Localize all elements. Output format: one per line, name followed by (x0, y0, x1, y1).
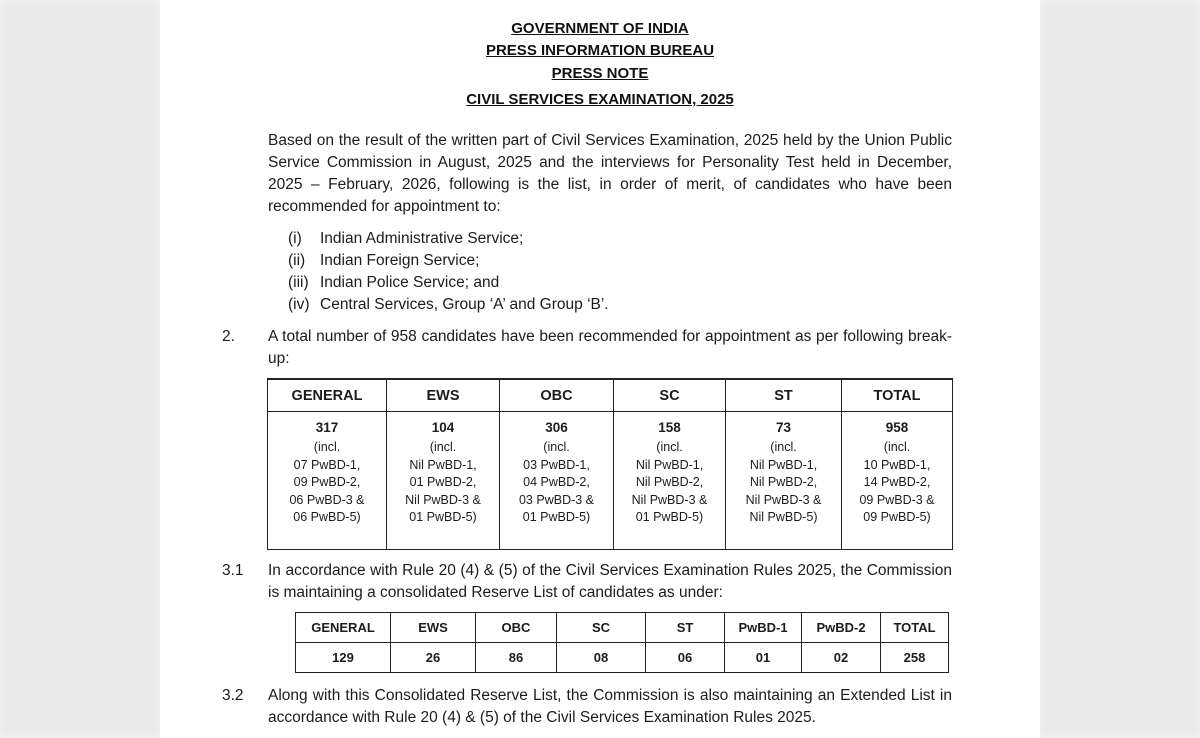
table-cell (268, 412, 387, 550)
service-item (288, 228, 523, 250)
section3-1-paragraph: In accordance with Rule 20 (4) & (5) of the Civil Services Examination Rules 2025, the Commission is maintaining a consolidated Reserve List of candidates as under: (268, 562, 952, 601)
table-cell: 86 (476, 643, 557, 673)
service-item (288, 294, 609, 316)
table-cell (500, 412, 614, 550)
table-header: PwBD-2 (802, 613, 881, 643)
service-label: Central Services, Group ‘A’ and Group ‘B’. (320, 296, 609, 313)
service-label: Indian Foreign Service; (320, 252, 480, 269)
heading-press-note: PRESS NOTE (551, 65, 649, 82)
cell-count: 73 (775, 420, 792, 435)
cell-line: 07 PwBD-1, (293, 457, 361, 472)
table-row (296, 643, 949, 673)
cell-line: Nil PwBD-5) (749, 510, 818, 524)
table-header: GENERAL (296, 613, 391, 643)
table-header: ST (726, 379, 842, 412)
intro-paragraph: Based on the result of the written part of Civil Services Examination, 2025 held by the Union Public Service Commission in August, 2025 and the interviews for Personality Test held in December, 2025 – February, 2026, following is the list, in order of merit, of candidates who have been recommended for appointment to: (268, 132, 952, 215)
table-cell (726, 412, 842, 550)
cell-line: Nil PwBD-1, (749, 457, 818, 472)
service-label: Indian Administrative Service; (320, 230, 524, 247)
cell-incl: (incl. (883, 440, 911, 454)
cell-count: 104 (431, 420, 455, 435)
service-number: (ii) (288, 252, 306, 269)
cell-line: 09 PwBD-2, (293, 475, 361, 489)
table-header: GENERAL (268, 379, 387, 412)
cell-count: 317 (315, 420, 339, 435)
table-header: SC (614, 379, 726, 412)
cell-line: 01 PwBD-5) (522, 510, 591, 524)
cell-line: Nil PwBD-3 & (631, 492, 708, 507)
service-number: (i) (288, 230, 302, 247)
cell-line: 06 PwBD-5) (293, 510, 361, 524)
cell-line: 03 PwBD-3 & (518, 492, 595, 507)
cell-line: 06 PwBD-3 & (289, 492, 365, 507)
table-header: OBC (476, 613, 557, 643)
cell-line: 10 PwBD-1, (863, 457, 931, 472)
table-header-row (296, 613, 949, 643)
section-number: 2. (222, 328, 235, 345)
table-cell (614, 412, 726, 550)
service-item (288, 272, 499, 294)
reserve-table (295, 612, 949, 673)
table-cell: 02 (802, 643, 881, 673)
table-cell: 26 (391, 643, 476, 673)
table-cell: 129 (296, 643, 391, 673)
cell-line: 01 PwBD-5) (409, 510, 477, 524)
cell-line: Nil PwBD-2, (749, 475, 818, 489)
table-cell (387, 412, 500, 550)
section-number: 3.2 (222, 687, 244, 704)
breakup-table (267, 378, 953, 550)
background-left (0, 0, 160, 738)
service-number: (iii) (288, 274, 309, 291)
heading-bureau: PRESS INFORMATION BUREAU (485, 42, 715, 59)
cell-line: 01 PwBD-5) (635, 510, 704, 524)
cell-incl: (incl. (656, 440, 683, 454)
table-header: TOTAL (842, 379, 953, 412)
cell-incl: (incl. (313, 440, 341, 454)
background-right (1040, 0, 1200, 738)
table-row (268, 412, 953, 550)
cell-count: 958 (885, 420, 909, 435)
cell-line: 09 PwBD-3 & (859, 492, 935, 507)
table-cell (842, 412, 953, 550)
document-page (160, 0, 1040, 738)
table-header: PwBD-1 (725, 613, 802, 643)
table-header: ST (646, 613, 725, 643)
section-number: 3.1 (222, 562, 244, 579)
table-header: TOTAL (881, 613, 949, 643)
service-label: Indian Police Service; and (320, 274, 500, 291)
service-item (288, 250, 479, 272)
heading-exam-title: CIVIL SERVICES EXAMINATION, 2025 (466, 91, 734, 108)
table-cell: 06 (646, 643, 725, 673)
table-header: OBC (500, 379, 614, 412)
cell-line: Nil PwBD-2, (635, 475, 704, 489)
cell-count: 158 (658, 420, 681, 435)
table-header-row (268, 379, 953, 412)
cell-line: Nil PwBD-3 & (745, 492, 822, 507)
table-cell: 01 (725, 643, 802, 673)
table-header: EWS (387, 379, 500, 412)
cell-line: 01 PwBD-2, (409, 475, 477, 489)
cell-line: Nil PwBD-1, (409, 457, 477, 472)
section2-paragraph: A total number of 958 candidates have been recommended for appointment as per following break-up: (268, 328, 952, 367)
cell-line: Nil PwBD-1, (635, 457, 704, 472)
table-cell: 258 (881, 643, 949, 673)
heading-government: GOVERNMENT OF INDIA (511, 20, 689, 37)
cell-incl: (incl. (770, 440, 797, 454)
cell-line: Nil PwBD-3 & (405, 492, 481, 507)
table-header: EWS (391, 613, 476, 643)
table-cell: 08 (557, 643, 646, 673)
cell-incl: (incl. (429, 440, 457, 454)
section3-2-paragraph: Along with this Consolidated Reserve List, the Commission is also maintaining an Extended List in accordance with Rule 20 (4) & (5) of the Civil Services Examination Rules 2025. (268, 687, 952, 726)
table-header: SC (557, 613, 646, 643)
cell-line: 09 PwBD-5) (863, 510, 931, 524)
cell-line: 04 PwBD-2, (523, 475, 590, 489)
service-number: (iv) (288, 296, 310, 313)
cell-count: 306 (545, 420, 568, 435)
cell-incl: (incl. (543, 440, 570, 454)
cell-line: 14 PwBD-2, (863, 475, 931, 489)
cell-line: 03 PwBD-1, (523, 457, 590, 472)
